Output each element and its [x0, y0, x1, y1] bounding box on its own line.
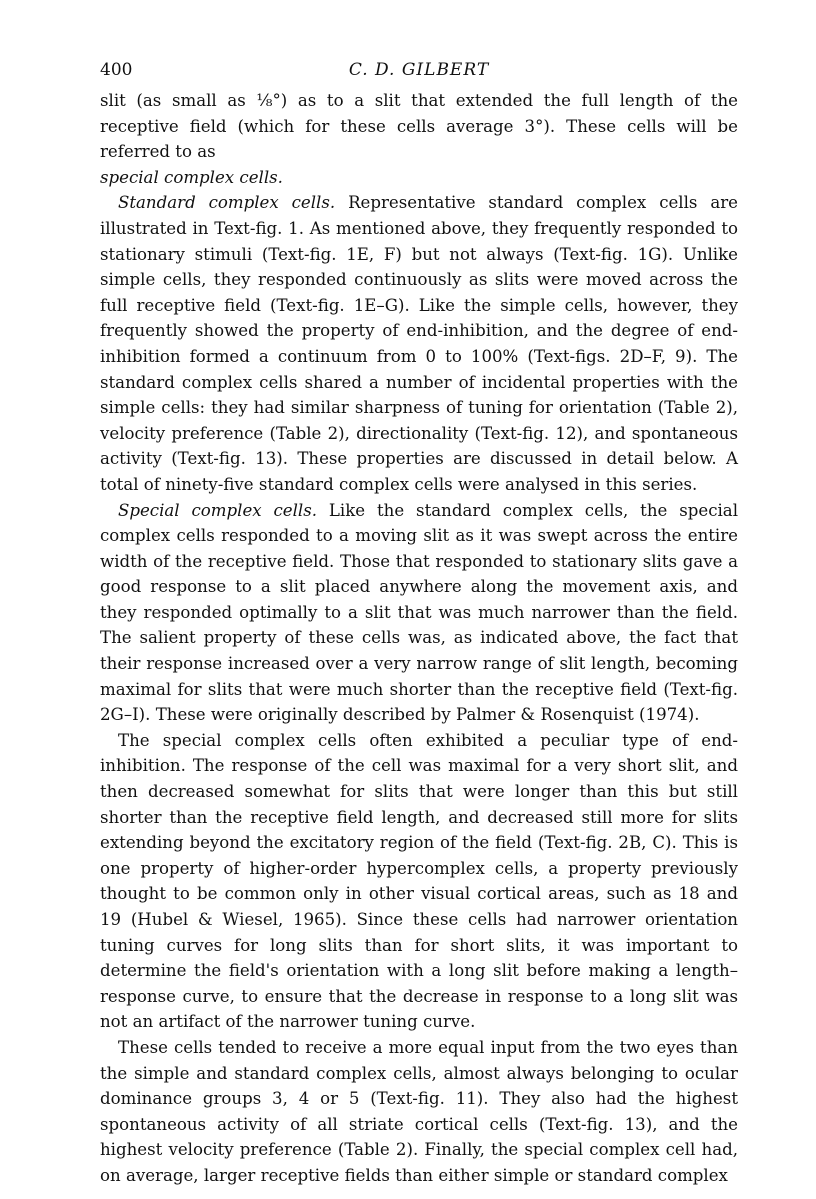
page-header: [100, 58, 738, 86]
running-head: C. D. GILBERT: [348, 60, 490, 80]
page-number: 400: [100, 60, 133, 80]
paragraph-text: slit (as small as ⅛°) as to a slit that extended the full length of the receptive field (which for these cells average 3°). These cells will be referred to as: [100, 91, 738, 162]
paragraph-standard-complex: [100, 190, 738, 497]
page: [100, 58, 738, 1189]
paragraph-text: Representative standard complex cells are illustrated in Text-fig. 1. As mentioned above, they frequently responded to stationary stimuli (Text-fig. 1E, F) but not always (Text-fig. 1G). Unlike simple cells, they responded continuously as slits were moved across the full receptive field (Text-fig. 1E–G). Like the simple cells, however, they frequently showed the property of end-inhibition, and the degree of end-inhibition formed a continuum from 0 to 100% (Text-figs. 2D–F, 9). The standard complex cells shared a number of incidental properties with the simple cells: they had similar sharpness of tuning for orientation (Table 2), velocity preference (Table 2), directionality (Text-fig. 12), and spontaneous activity (Text-fig. 13). These properties are discussed in detail below. A total of ninety-five standard complex cells were analysed in this series.: [100, 193, 738, 494]
paragraph-special-complex: [100, 498, 738, 728]
paragraph-text: These cells tended to receive a more equal input from the two eyes than the simple and standard complex cells, almost always belonging to ocular dominance groups 3, 4 or 5 (Text-fig. 11). They also had the highest spontaneous activity of all striate cortical cells (Text-fig. 13), and the highest velocity preference (Table 2). Finally, the special complex cell had, on average, larger receptive fields than either simple or standard complex: [100, 1037, 738, 1185]
paragraph-ocular-dominance: [100, 1035, 738, 1189]
paragraph-text: The special complex cells often exhibited a peculiar type of end-inhibition. The response of the cell was maximal for a very short slit, and then decreased somewhat for slits that were longer than this but still shorter than the receptive field length, and decreased still more for slits extending beyond the excitatory region of the field (Text-fig. 2B, C). This is one property of higher-order hypercomplex cells, a property previously thought to be common only in other visual cortical areas, such as 18 and 19 (Hubel & Wiesel, 1965). Since these cells had narrower orientation tuning curves for long slits than for short slits, it was important to determine the field's orientation with a long slit before making a length–response curve, to ensure that the decrease in response to a long slit was not an artifact of the narrower tuning curve.: [100, 730, 738, 1032]
paragraph-end-inhibition: [100, 728, 738, 1035]
section-run-in-heading: Special complex cells.: [118, 500, 318, 520]
italic-term: special complex cells.: [100, 167, 283, 187]
section-run-in-heading: Standard complex cells.: [118, 193, 336, 213]
paragraph-continuation: [100, 88, 738, 190]
paragraph-text: Like the standard complex cells, the special complex cells responded to a moving slit as it was swept across the entire width of the receptive field. Those that responded to stationary slits gave a good response to a slit placed anywhere along the movement axis, and they responded optimally to a slit that was much narrower than the field. The salient property of these cells was, as indicated above, the fact that their response increased over a very narrow range of slit length, becoming maximal for slits that were much shorter than the receptive field (Text-fig. 2G–I). These were originally described by Palmer & Rosenquist (1974).: [100, 500, 738, 725]
